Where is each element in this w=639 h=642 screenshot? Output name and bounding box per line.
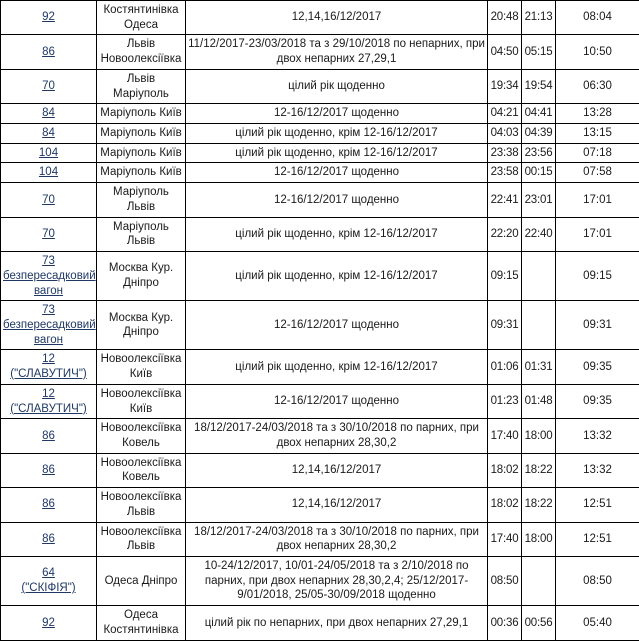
train-number-link[interactable]: 70	[42, 80, 55, 93]
period-cell: 12-16/12/2017 щоденно	[186, 301, 488, 350]
arrival-time-cell: 17:40	[488, 419, 522, 453]
period-cell: цілий рік щоденно, крім 12-16/12/2017	[186, 350, 488, 384]
table-row	[1, 453, 639, 487]
route-destination: Дніпро	[123, 277, 159, 290]
arrival-time-cell: 23:58	[488, 163, 522, 183]
route-destination: Одеса	[124, 18, 158, 31]
train-number-cell	[1, 419, 97, 453]
table-row	[1, 301, 639, 350]
route-origin: Новоолексіївка	[100, 456, 182, 469]
travel-time-cell: 10:50	[556, 35, 639, 69]
arrival-time-cell: 01:23	[488, 384, 522, 418]
arrival-time-cell: 17:40	[488, 522, 522, 556]
route-origin: Одеса Дніпро	[104, 574, 178, 587]
train-note[interactable]: ("СЛАВУТИЧ")	[10, 368, 87, 381]
arrival-time-cell: 04:03	[488, 124, 522, 144]
train-number-link[interactable]: 104	[38, 166, 59, 179]
train-number-cell	[1, 488, 97, 522]
arrival-time-cell: 08:50	[488, 557, 522, 606]
departure-time-cell: 05:15	[522, 35, 556, 69]
table-row	[1, 104, 639, 124]
period-cell: цілий рік щоденно, крім 12-16/12/2017	[186, 252, 488, 301]
arrival-time-cell: 09:15	[488, 252, 522, 301]
travel-time-cell: 13:15	[556, 124, 639, 144]
train-note[interactable]: ("СЛАВУТИЧ")	[10, 402, 87, 415]
train-note[interactable]: ("СКІФІЯ")	[21, 582, 76, 595]
arrival-time-cell: 18:02	[488, 488, 522, 522]
train-number-cell	[1, 217, 97, 251]
route-origin: Маріуполь	[113, 186, 169, 199]
route-origin: Новоолексіївка	[100, 387, 182, 400]
route-origin: Новоолексіївка	[100, 422, 182, 435]
train-number-link[interactable]: 12 ("СЛАВУТИЧ")	[3, 353, 94, 381]
route-destination: Львів	[126, 235, 156, 248]
travel-time-cell: 09:15	[556, 252, 639, 301]
route-origin: Одеса	[124, 609, 158, 622]
route-origin: Новоолексіївка	[100, 353, 182, 366]
arrival-time-cell: 22:20	[488, 217, 522, 251]
train-number-cell	[1, 69, 97, 103]
travel-time-cell: 08:04	[556, 1, 639, 35]
departure-time-cell: 00:56	[522, 606, 556, 640]
departure-time-cell: 18:22	[522, 453, 556, 487]
arrival-time-cell: 18:02	[488, 453, 522, 487]
arrival-time-cell: 01:06	[488, 350, 522, 384]
period-cell: цілий рік по непарних, при двох непарних 27,29,1	[186, 606, 488, 640]
train-number-link[interactable]: 86	[42, 498, 55, 511]
route-origin: Львів	[126, 38, 156, 51]
departure-time-cell: 18:00	[522, 419, 556, 453]
route-cell	[97, 557, 186, 606]
route-cell	[97, 522, 186, 556]
table-row	[1, 522, 639, 556]
train-number-cell	[1, 163, 97, 183]
departure-time-cell: 04:41	[522, 104, 556, 124]
period-cell: 18/12/2017-24/03/2018 та з 30/10/2018 по парних, при двох непарних 28,30,2	[186, 419, 488, 453]
route-cell	[97, 301, 186, 350]
departure-time-cell: 01:31	[522, 350, 556, 384]
route-cell	[97, 384, 186, 418]
table-row	[1, 419, 639, 453]
departure-time-cell: 18:00	[522, 522, 556, 556]
train-number-link[interactable]: 64 ("СКІФІЯ")	[3, 567, 94, 595]
travel-time-cell: 17:01	[556, 217, 639, 251]
period-cell: цілий рік щоденно, крім 12-16/12/2017	[186, 143, 488, 163]
route-cell	[97, 104, 186, 124]
route-cell	[97, 163, 186, 183]
period-cell: 12-16/12/2017 щоденно	[186, 183, 488, 217]
route-cell	[97, 217, 186, 251]
arrival-time-cell: 00:36	[488, 606, 522, 640]
period-cell: 12-16/12/2017 щоденно	[186, 163, 488, 183]
train-number-cell	[1, 522, 97, 556]
train-number-link[interactable]: 12 ("СЛАВУТИЧ")	[3, 388, 94, 416]
arrival-time-cell: 19:34	[488, 69, 522, 103]
period-cell: 10-24/12/2017, 10/01-24/05/2018 та з 2/10/2018 по парних, при двох непарних 28,30,2,4; 25/12/2017-9/01/2018, 25/05-30/09/2018 щоденно	[186, 557, 488, 606]
train-note[interactable]: безпересадковий вагон	[3, 269, 96, 297]
route-origin: Новоолексіївка	[100, 491, 182, 504]
route-destination: Маріуполь	[113, 87, 169, 100]
route-destination: Львів	[126, 540, 156, 553]
train-number-link[interactable]: 73 безпересадковий вагон	[3, 255, 96, 297]
arrival-time-cell: 04:50	[488, 35, 522, 69]
route-origin: Маріуполь	[113, 220, 169, 233]
departure-time-cell: 19:54	[522, 69, 556, 103]
table-row	[1, 606, 639, 640]
route-destination: Київ	[129, 368, 153, 381]
departure-time-cell: 01:48	[522, 384, 556, 418]
table-row	[1, 557, 639, 606]
table-row	[1, 35, 639, 69]
departure-time-cell: 00:15	[522, 163, 556, 183]
travel-time-cell: 07:18	[556, 143, 639, 163]
route-origin: Маріуполь Київ	[100, 127, 182, 140]
departure-time-cell: 18:22	[522, 488, 556, 522]
train-number-cell	[1, 252, 97, 301]
arrival-time-cell: 04:21	[488, 104, 522, 124]
route-origin: Новоолексіївка	[100, 525, 182, 538]
train-number-cell	[1, 143, 97, 163]
route-cell	[97, 124, 186, 144]
table-row	[1, 124, 639, 144]
travel-time-cell: 06:30	[556, 69, 639, 103]
route-destination: Київ	[129, 402, 153, 415]
route-origin: Львів	[126, 72, 156, 85]
period-cell: 12,14,16/12/2017	[186, 453, 488, 487]
travel-time-cell: 13:28	[556, 104, 639, 124]
arrival-time-cell: 20:48	[488, 1, 522, 35]
train-number-cell	[1, 350, 97, 384]
travel-time-cell: 05:40	[556, 606, 639, 640]
period-cell: 12-16/12/2017 щоденно	[186, 384, 488, 418]
travel-time-cell: 09:35	[556, 384, 639, 418]
train-number-cell	[1, 183, 97, 217]
route-cell	[97, 1, 186, 35]
route-cell	[97, 69, 186, 103]
travel-time-cell: 07:58	[556, 163, 639, 183]
arrival-time-cell: 22:41	[488, 183, 522, 217]
table-row	[1, 252, 639, 301]
train-number-cell	[1, 1, 97, 35]
table-row	[1, 217, 639, 251]
departure-time-cell	[522, 557, 556, 606]
departure-time-cell: 21:13	[522, 1, 556, 35]
train-number-link[interactable]: 86	[42, 45, 55, 58]
route-destination: Ковель	[122, 471, 160, 484]
table-row	[1, 1, 639, 35]
route-origin: Маріуполь Київ	[100, 166, 182, 179]
table-row	[1, 183, 639, 217]
train-number-link[interactable]: 86	[42, 464, 55, 477]
travel-time-cell: 09:35	[556, 350, 639, 384]
table-row	[1, 384, 639, 418]
departure-time-cell: 23:56	[522, 143, 556, 163]
route-destination: Костянтинівка	[103, 623, 179, 636]
route-destination: Дніпро	[123, 326, 159, 339]
departure-time-cell: 23:01	[522, 183, 556, 217]
travel-time-cell: 17:01	[556, 183, 639, 217]
train-number-cell	[1, 557, 97, 606]
train-number-cell	[1, 301, 97, 350]
period-cell: 12-16/12/2017 щоденно	[186, 104, 488, 124]
train-number-cell	[1, 453, 97, 487]
train-note[interactable]: безпересадковий вагон	[3, 318, 96, 346]
train-number-cell	[1, 124, 97, 144]
route-origin: Маріуполь Київ	[100, 107, 182, 120]
departure-time-cell: 22:40	[522, 217, 556, 251]
period-cell: цілий рік щоденно, крім 12-16/12/2017	[186, 217, 488, 251]
route-destination: Новоолексіївка	[100, 53, 182, 66]
route-cell	[97, 453, 186, 487]
route-destination: Ковель	[122, 436, 160, 449]
train-number-cell	[1, 104, 97, 124]
train-number-cell	[1, 606, 97, 640]
period-cell: 12,14,16/12/2017	[186, 488, 488, 522]
train-number-link[interactable]: 86	[42, 429, 55, 442]
table-row	[1, 69, 639, 103]
train-number-link[interactable]: 84	[42, 127, 55, 140]
departure-time-cell	[522, 301, 556, 350]
route-destination: Львів	[126, 200, 156, 213]
route-cell	[97, 350, 186, 384]
route-cell	[97, 183, 186, 217]
train-number-link[interactable]: 70	[42, 193, 55, 206]
route-cell	[97, 252, 186, 301]
departure-time-cell: 04:39	[522, 124, 556, 144]
schedule-table-body	[1, 1, 639, 641]
arrival-time-cell: 23:38	[488, 143, 522, 163]
travel-time-cell: 12:51	[556, 522, 639, 556]
arrival-time-cell: 09:31	[488, 301, 522, 350]
train-number-link[interactable]: 92	[42, 11, 55, 24]
train-number-link[interactable]: 84	[42, 107, 55, 120]
travel-time-cell: 08:50	[556, 557, 639, 606]
departure-time-cell	[522, 252, 556, 301]
table-row	[1, 143, 639, 163]
route-cell	[97, 35, 186, 69]
train-number-cell	[1, 384, 97, 418]
train-number-link[interactable]: 70	[42, 227, 55, 240]
route-cell	[97, 419, 186, 453]
table-row	[1, 350, 639, 384]
route-destination: Львів	[126, 505, 156, 518]
route-cell	[97, 488, 186, 522]
travel-time-cell: 13:32	[556, 419, 639, 453]
route-cell	[97, 606, 186, 640]
period-cell: 12,14,16/12/2017	[186, 1, 488, 35]
period-cell: цілий рік щоденно	[186, 69, 488, 103]
route-origin: Маріуполь Київ	[100, 146, 182, 159]
route-origin: Москва Кур.	[108, 311, 174, 324]
route-origin: Москва Кур.	[108, 262, 174, 275]
train-number-link[interactable]: 104	[38, 146, 59, 159]
period-cell: 18/12/2017-24/03/2018 та з 30/10/2018 по парних, при двох непарних 28,30,2	[186, 522, 488, 556]
travel-time-cell: 13:32	[556, 453, 639, 487]
table-row	[1, 488, 639, 522]
route-origin: Костянтинівка	[103, 4, 179, 16]
table-row	[1, 163, 639, 183]
travel-time-cell: 12:51	[556, 488, 639, 522]
route-cell	[97, 143, 186, 163]
period-cell: цілий рік щоденно, крім 12-16/12/2017	[186, 124, 488, 144]
train-number-cell	[1, 35, 97, 69]
travel-time-cell: 09:31	[556, 301, 639, 350]
period-cell: 11/12/2017-23/03/2018 та з 29/10/2018 по непарних, при двох непарних 27,29,1	[186, 35, 488, 69]
train-number-link[interactable]: 92	[42, 616, 55, 629]
train-number-link[interactable]: 73 безпересадковий вагон	[3, 304, 96, 346]
train-number-link[interactable]: 86	[42, 532, 55, 545]
